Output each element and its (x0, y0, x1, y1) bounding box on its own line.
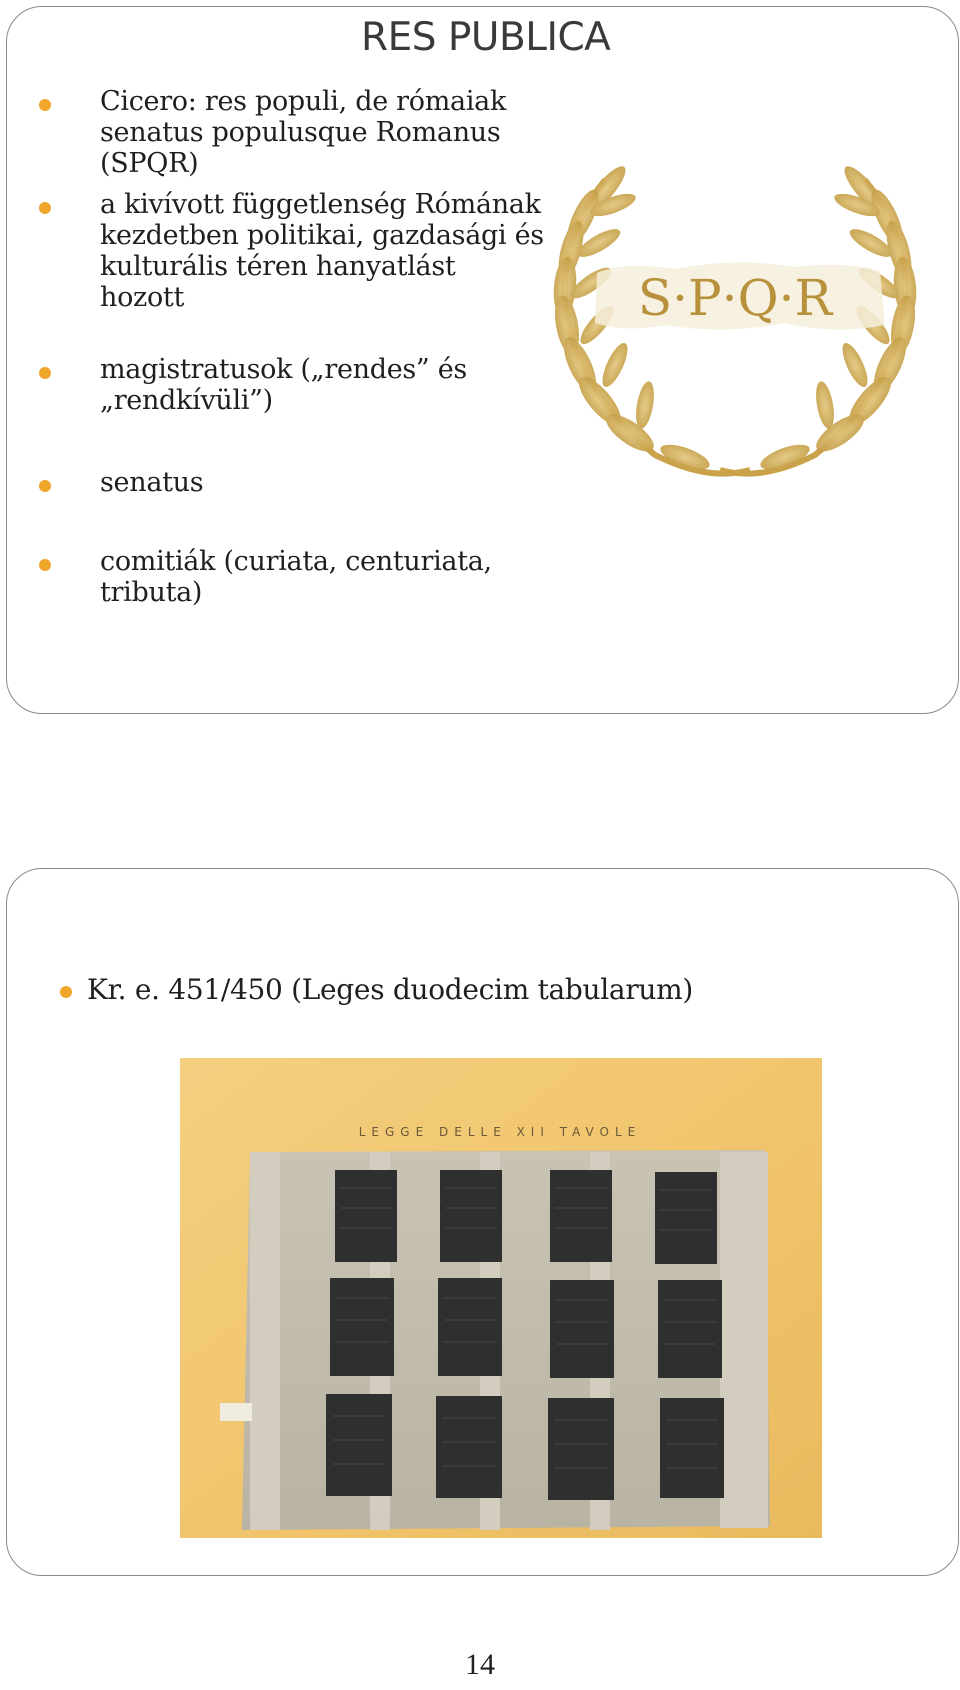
bullet-leges-duodecim: Kr. e. 451/450 (Leges duodecim tabularum) (87, 973, 694, 1006)
twelve-tables-photo (180, 1058, 822, 1538)
bullet-fuggetlenseg: a kivívott függetlenség Rómának kezdetben politikai, gazdasági és kulturális téren hanyatlást hozott (100, 189, 544, 313)
bullet-magistratusok: magistratusok („rendes” és „rendkívüli”) (100, 354, 467, 416)
bullet-dot (39, 559, 51, 571)
bullet-senatus: senatus (100, 467, 204, 498)
page-number: 14 (465, 1648, 495, 1681)
spqr-laurel-wreath-icon (535, 165, 935, 490)
bullet-dot (39, 99, 51, 111)
bullet-dot (60, 986, 72, 998)
bullet-dot (39, 202, 51, 214)
tables-caption: LEGGE DELLE XII TAVOLE (358, 1125, 642, 1139)
bullet-cicero: Cicero: res populi, de rómaiak senatus populusque Romanus (SPQR) (100, 86, 507, 179)
slide-res-publica (6, 6, 959, 714)
bullet-dot (39, 367, 51, 379)
slide-title: RES PUBLICA (361, 15, 611, 60)
slide-twelve-tables (6, 868, 959, 1576)
bullet-comitiak: comitiák (curiata, centuriata, tributa) (100, 546, 492, 608)
bullet-dot (39, 480, 51, 492)
spqr-text: S·P·Q·R (637, 269, 833, 327)
